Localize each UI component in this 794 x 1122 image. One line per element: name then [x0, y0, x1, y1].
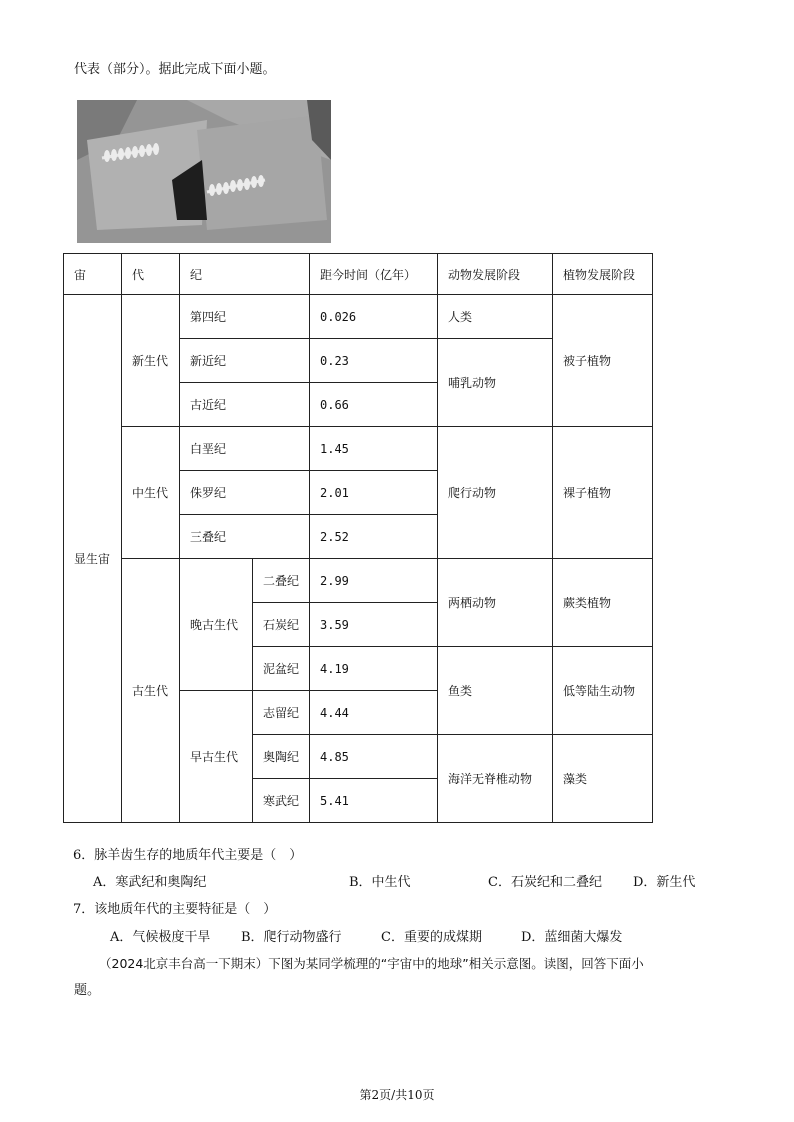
- animal-cell: 鱼类: [438, 647, 553, 735]
- question-6-option-c[interactable]: C．石炭纪和二叠纪: [488, 875, 602, 890]
- period-cell: 三叠纪: [180, 515, 310, 559]
- time-cell: 0.23: [310, 339, 438, 383]
- question-6-stem: 6．脉羊齿生存的地质年代主要是（ ）: [73, 848, 303, 863]
- eon-cell: 显生宙: [64, 295, 122, 823]
- period-cell: 二叠纪: [253, 559, 310, 603]
- plant-cell: 裸子植物: [553, 427, 653, 559]
- period-cell: 泥盆纪: [253, 647, 310, 691]
- period-cell: 石炭纪: [253, 603, 310, 647]
- intro-line: 代表（部分）。据此完成下面小题。: [74, 62, 276, 77]
- time-cell: 2.01: [310, 471, 438, 515]
- time-cell: 5.41: [310, 779, 438, 823]
- sub-era-cell: 晚古生代: [180, 559, 253, 691]
- page-number: 第2页/共10页: [359, 1088, 435, 1102]
- header-animal-stage: 动物发展阶段: [438, 254, 553, 295]
- time-cell: 4.85: [310, 735, 438, 779]
- geologic-time-table: [63, 253, 653, 823]
- next-section-intro: （2024北京丰台高一下期末）下图为某同学梳理的“宇宙中的地球”相关示意图。读图，回答下面小: [99, 956, 644, 971]
- animal-cell: 人类: [438, 295, 553, 339]
- time-cell: 0.026: [310, 295, 438, 339]
- period-cell: 新近纪: [180, 339, 310, 383]
- question-7-option-d[interactable]: D．蓝细菌大爆发: [521, 930, 623, 945]
- next-section-intro-cont: 题。: [74, 983, 101, 998]
- era-cell: 中生代: [122, 427, 180, 559]
- table-row: [64, 295, 653, 339]
- time-cell: 2.52: [310, 515, 438, 559]
- time-cell: 1.45: [310, 427, 438, 471]
- time-cell: 0.66: [310, 383, 438, 427]
- question-7-option-a[interactable]: A．气候极度干旱: [110, 930, 211, 945]
- header-plant-stage: 植物发展阶段: [553, 254, 653, 295]
- animal-cell: 海洋无脊椎动物: [438, 735, 553, 823]
- question-6-option-b[interactable]: B．中生代: [349, 875, 411, 890]
- period-cell: 白垩纪: [180, 427, 310, 471]
- era-cell: 古生代: [122, 559, 180, 823]
- plant-cell: 低等陆生动物: [553, 647, 653, 735]
- sub-era-cell: 早古生代: [180, 691, 253, 823]
- question-7-stem: 7．该地质年代的主要特征是（ ）: [73, 902, 277, 917]
- table-row: [64, 427, 653, 471]
- header-eon: 宙: [64, 254, 122, 295]
- question-6-option-d[interactable]: D．新生代: [633, 875, 696, 890]
- time-cell: 4.44: [310, 691, 438, 735]
- period-cell: 寒武纪: [253, 779, 310, 823]
- fern-fossil-photo: [77, 100, 331, 243]
- question-7-option-b[interactable]: B．爬行动物盛行: [241, 930, 342, 945]
- period-cell: 侏罗纪: [180, 471, 310, 515]
- era-cell: 新生代: [122, 295, 180, 427]
- animal-cell: 哺乳动物: [438, 339, 553, 427]
- period-cell: 志留纪: [253, 691, 310, 735]
- period-cell: 奥陶纪: [253, 735, 310, 779]
- header-period: 纪: [180, 254, 310, 295]
- period-cell: 第四纪: [180, 295, 310, 339]
- plant-cell: 藻类: [553, 735, 653, 823]
- plant-cell: 被子植物: [553, 295, 653, 427]
- plant-cell: 蕨类植物: [553, 559, 653, 647]
- question-6-option-a[interactable]: A．寒武纪和奥陶纪: [93, 875, 207, 890]
- question-7-option-c[interactable]: C．重要的成煤期: [381, 930, 482, 945]
- table-row: [64, 559, 653, 603]
- time-cell: 2.99: [310, 559, 438, 603]
- header-era: 代: [122, 254, 180, 295]
- animal-cell: 爬行动物: [438, 427, 553, 559]
- table-header-row: [64, 254, 653, 295]
- period-cell: 古近纪: [180, 383, 310, 427]
- header-time: 距今时间（亿年）: [310, 254, 438, 295]
- time-cell: 4.19: [310, 647, 438, 691]
- time-cell: 3.59: [310, 603, 438, 647]
- animal-cell: 两栖动物: [438, 559, 553, 647]
